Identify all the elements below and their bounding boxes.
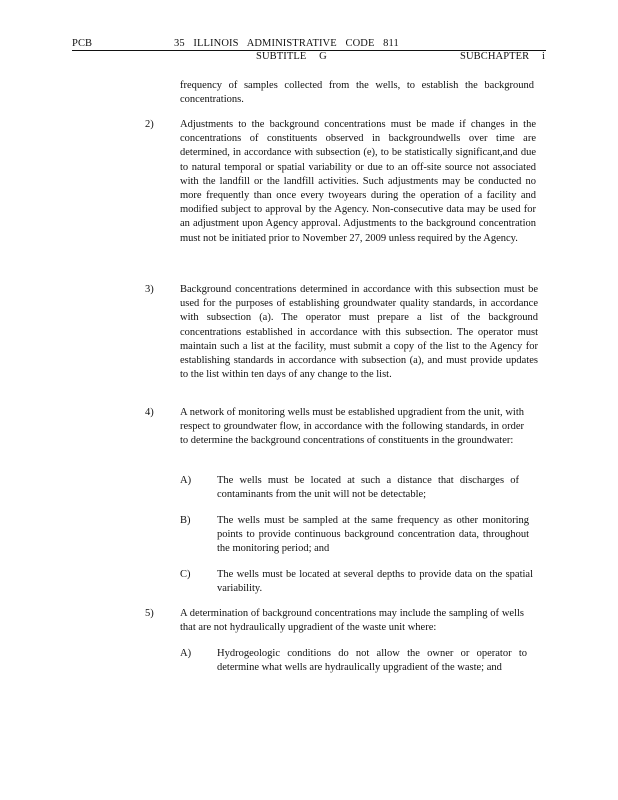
header-rule <box>72 50 546 51</box>
subitem-letter: B) <box>180 515 191 526</box>
subitem-letter: A) <box>180 648 192 659</box>
item-text: A network of monitoring wells must be established upgradient from the unit, with respect to groundwater flow, in accordance with the following standards, in order to determine the background concentrations of constituents in the groundwater: <box>180 407 524 447</box>
subitem-text: Hydrogeologic conditions do not allow the owner or operator to determine what wells are hydraulically upgradient of the waste; and <box>217 648 527 674</box>
header-title: 35 ILLINOIS ADMINISTRATIVE CODE 811 <box>174 38 399 49</box>
subitem-text: The wells must be located at such a distance that discharges of contaminants from the unit will not be detectable; <box>217 475 519 501</box>
subitem-letter: C) <box>180 569 191 580</box>
subitem-letter: A) <box>180 475 192 486</box>
item-number: 5) <box>145 608 154 619</box>
item-number: 3) <box>145 284 154 295</box>
item-number: 2) <box>145 119 154 130</box>
header-subtitle: SUBTITLE G <box>256 51 327 62</box>
item-number: 4) <box>145 407 154 418</box>
continuation-text: frequency of samples collected from the wells, to establish the background concentrations. <box>180 80 534 106</box>
header-subchapter: SUBCHAPTER i <box>460 51 546 62</box>
item-text: A determination of background concentrations may include the sampling of wells that are not hydraulically upgradient of the waste unit where: <box>180 608 524 634</box>
subitem-text: The wells must be sampled at the same frequency as other monitoring points to provide continuous background concentration data, throughout the monitoring period; and <box>217 515 529 555</box>
item-text: Background concentrations determined in accordance with this subsection must be used for the purposes of establishing groundwater quality standards, in accordance with subsection (a). The operator must prepare a list of the background concentrations established in accordance with this subsection. The operator must maintain such a list at the facility, must submit a copy of the list to the Agency for establishing standards in accordance with subsection (a), and must provide updates to the list within ten days of any change to the list. <box>180 284 538 381</box>
header-agency: PCB <box>72 38 93 49</box>
subitem-text: The wells must be located at several depths to provide data on the spatial variability. <box>217 569 533 595</box>
item-text: Adjustments to the background concentrations must be made if changes in the concentrations of constituents observed in backgroundwells over time are determined, in accordance with subsection (e), to be statistically significant,and due to natural temporal or spatial variability or due to an off-site source not associated with the landfill or the landfill activities. Such adjustments may be conducted no more frequently than once every twoyears during the operation of a facility and modified subject to approval by the Agency. Non-consecutive data may be used for an adjustment upon Agency approval. Adjustments to the background concentration must not be initiated prior to November 27, 2009 unless required by the Agency. <box>180 119 536 244</box>
